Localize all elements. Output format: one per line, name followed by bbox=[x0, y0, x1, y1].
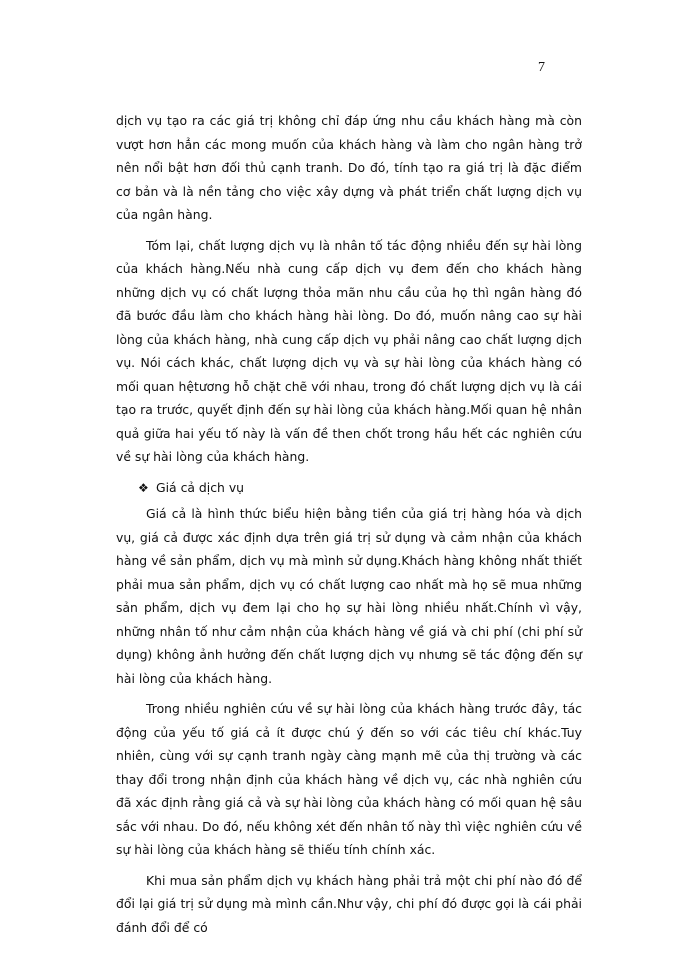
section-heading-text: Giá cả dịch vụ bbox=[156, 479, 245, 495]
section-heading-service-price bbox=[116, 476, 582, 501]
document-body bbox=[116, 109, 582, 946]
paragraph-purchase-cost: Khi mua sản phẩm dịch vụ khách hàng phải trả một chi phí nào đó để đổi lại giá trị sử dụng mà mình cần.Như vậy, chi phí đó được gọi là cái phải đánh đổi để có bbox=[116, 872, 582, 935]
paragraph-price-research: Trong nhiều nghiên cứu về sự hài lòng của khách hàng trước đây, tác động của yếu tố giá cả ít được chú ý đến so với các tiêu chí khác.Tuy nhiên, cùng với sự cạnh tranh ngày càng mạnh mẽ của thị trường và các thay đổi trong nhận định của khách hàng về dịch vụ, các nhà nghiên cứu đã xác định rằng giá cả và sự hài lòng của khách hàng có mối quan hệ sâu sắc với nhau. Do đó, nếu không xét đến nhân tố này thì việc nghiên cứu về sự hài lòng của khách hàng sẽ thiếu tính chính xác. bbox=[116, 701, 582, 857]
diamond-bullet-icon: ❖ bbox=[138, 480, 149, 495]
page-number: 7 bbox=[538, 60, 545, 75]
paragraph-value-creation: dịch vụ tạo ra các giá trị không chỉ đáp ứng nhu cầu khách hàng mà còn vượt hơn hẳn các mong muốn của khách hàng và làm cho ngân hàng trở nên nổi bật hơn đối thủ cạnh tranh. Do đó, tính tạo ra giá trị là đặc điểm cơ bản và là nền tảng cho việc xây dựng và phát triển chất lượng dịch vụ của ngân hàng. bbox=[116, 113, 582, 222]
paragraph-price-definition: Giá cả là hình thức biểu hiện bằng tiền của giá trị hàng hóa và dịch vụ, giá cả được xác định dựa trên giá trị sử dụng và cảm nhận của khách hàng về sản phẩm, dịch vụ mà mình sử dụng.Khách hàng không nhất thiết phải mua sản phẩm, dịch vụ có chất lượng cao nhất mà họ sẽ mua những sản phẩm, dịch vụ đem lại cho họ sự hài lòng nhiều nhất.Chính vì vậy, những nhân tố như cảm nhận của khách hàng về giá và chi phí (chi phí sử dụng) không ảnh hưởng đến chất lượng dịch vụ nhưng sẽ tác động đến sự hài lòng của khách hàng. bbox=[116, 506, 582, 686]
paragraph-service-quality-summary: Tóm lại, chất lượng dịch vụ là nhân tố tác động nhiều đến sự hài lòng của khách hàng.Nếu nhà cung cấp dịch vụ đem đến cho khách hàng những dịch vụ có chất lượng thỏa mãn nhu cầu của họ thì ngân hàng đó đã bước đầu làm cho khách hàng hài lòng. Do đó, muốn nâng cao sự hài lòng của khách hàng, nhà cung cấp dịch vụ phải nâng cao chất lượng dịch vụ. Nói cách khác, chất lượng dịch vụ và sự hài lòng của khách hàng có mối quan hệtương hỗ chặt chẽ với nhau, trong đó chất lượng dịch vụ là cái tạo ra trước, quyết định đến sự hài lòng của khách hàng.Mối quan hệ nhân quả giữa hai yếu tố này là vấn đề then chốt trong hầu hết các nghiên cứu về sự hài lòng của khách hàng. bbox=[116, 237, 582, 464]
